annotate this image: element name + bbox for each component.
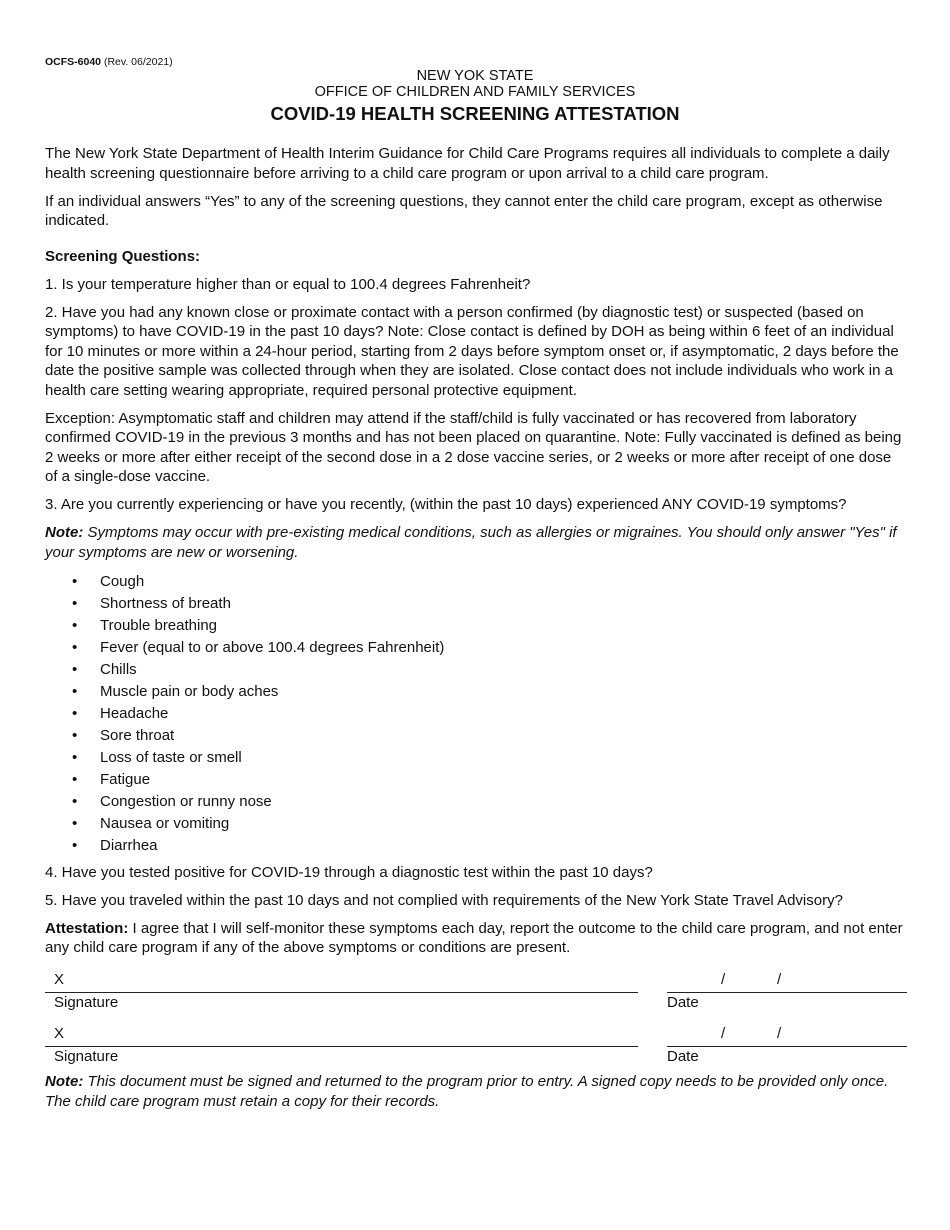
symptom-item: • Headache	[45, 703, 907, 725]
exception-paragraph: Exception: Asymptomatic staff and children may attend if the staff/child is fully vaccinated or has recovered from laboratory confirmed COVID-19 in the previous 3 months and has not been placed on quarantine. Note: Fully vaccinated is defined as being 2 weeks or more after either receipt of the second dose in a 2 dose vaccine series, or 2 weeks or more after receipt of one dose of a single-dose vaccine.	[45, 409, 902, 485]
screening-questions-heading: Screening Questions:	[45, 247, 201, 265]
date-field[interactable]	[667, 1024, 907, 1047]
attestation-label: Attestation:	[45, 919, 129, 937]
attestation-text: I agree that I will self-monitor these symptoms each day, report the outcome to the child care program, and not enter any child care program if any of the above symptoms or conditions are present.	[45, 919, 903, 956]
symptom-item: • Cough	[45, 571, 907, 593]
symptoms-list	[45, 571, 907, 857]
form-code: OCFS-6040	[45, 56, 102, 68]
footer-note	[45, 1072, 907, 1111]
signature-field[interactable]	[45, 970, 638, 993]
signature-field[interactable]	[45, 1024, 638, 1047]
symptom-item: • Nausea or vomiting	[45, 813, 907, 835]
intro-paragraph-2: If an individual answers “Yes” to any of the screening questions, they cannot enter the child care program, except as otherwise indicated.	[45, 192, 883, 229]
date-separator: /	[721, 1025, 726, 1042]
signature-mark: X	[54, 1025, 65, 1042]
signature-label: Signature	[54, 1048, 119, 1065]
symptom-item: • Diarrhea	[45, 835, 907, 857]
question-1: 1. Is your temperature higher than or equal to 100.4 degrees Fahrenheit?	[45, 275, 531, 293]
symptom-item: • Chills	[45, 659, 907, 681]
attestation-paragraph	[45, 919, 907, 958]
symptom-item: • Congestion or runny nose	[45, 791, 907, 813]
office-name: OFFICE OF CHILDREN AND FAMILY SERVICES	[314, 84, 636, 100]
symptom-item: • Loss of taste or smell	[45, 747, 907, 769]
symptoms-note-text: Symptoms may occur with pre-existing medical conditions, such as allergies or migraines. You should only answer "Yes" if your symptoms are new or worsening.	[45, 524, 897, 561]
symptom-item: • Shortness of breath	[45, 593, 907, 615]
question-3: 3. Are you currently experiencing or have you recently, (within the past 10 days) experienced ANY COVID-19 symptoms?	[45, 496, 847, 513]
date-separator: /	[777, 971, 782, 988]
symptoms-note	[45, 523, 907, 562]
symptom-item: • Muscle pain or body aches	[45, 681, 907, 703]
date-field[interactable]	[667, 970, 907, 993]
date-label: Date	[667, 994, 699, 1011]
symptom-item: • Fatigue	[45, 769, 907, 791]
date-separator: /	[777, 1025, 782, 1042]
date-separator: /	[721, 971, 726, 988]
date-label: Date	[667, 1048, 699, 1065]
question-2: 2. Have you had any known close or proximate contact with a person confirmed (by diagnostic test) or suspected (based on symptoms) to have COVID-19 in the past 10 days? Note: Close contact is defined by DOH as being within 6 feet of an individual for 10 minutes or more within a 24-hour period, starting from 2 days before symptom onset or, if asymptomatic, 2 days before the date the positive sample was collected through when they are isolated. Close contact does not include individuals who work in a health care setting wearing appropriate, required personal protective equipment.	[45, 303, 899, 399]
footer-note-text: This document must be signed and returned to the program prior to entry. A signed copy needs to be provided only once. The child care program must retain a copy for their records.	[45, 1073, 889, 1110]
symptom-item: • Fever (equal to or above 100.4 degrees Fahrenheit)	[45, 637, 907, 659]
footer-note-label: Note:	[45, 1073, 84, 1090]
intro-paragraph-1: The New York State Department of Health Interim Guidance for Child Care Programs requires all individuals to complete a daily health screening questionnaire before arriving to a child care program or upon arrival to a child care program.	[45, 145, 890, 182]
symptom-item: • Sore throat	[45, 725, 907, 747]
question-4: 4. Have you tested positive for COVID-19 through a diagnostic test within the past 10 days?	[45, 863, 653, 881]
signature-mark: X	[54, 971, 65, 988]
page-title: COVID-19 HEALTH SCREENING ATTESTATION	[270, 103, 680, 124]
symptoms-note-label: Note:	[45, 524, 84, 541]
form-revision: (Rev. 06/2021)	[103, 56, 173, 68]
form-body	[45, 144, 907, 966]
question-5: 5. Have you traveled within the past 10 days and not complied with requirements of the New York State Travel Advisory?	[45, 891, 843, 909]
form-identifier	[45, 56, 173, 68]
symptom-item: • Trouble breathing	[45, 615, 907, 637]
state-name: NEW YOK STATE	[416, 68, 534, 84]
signature-label: Signature	[54, 994, 119, 1011]
